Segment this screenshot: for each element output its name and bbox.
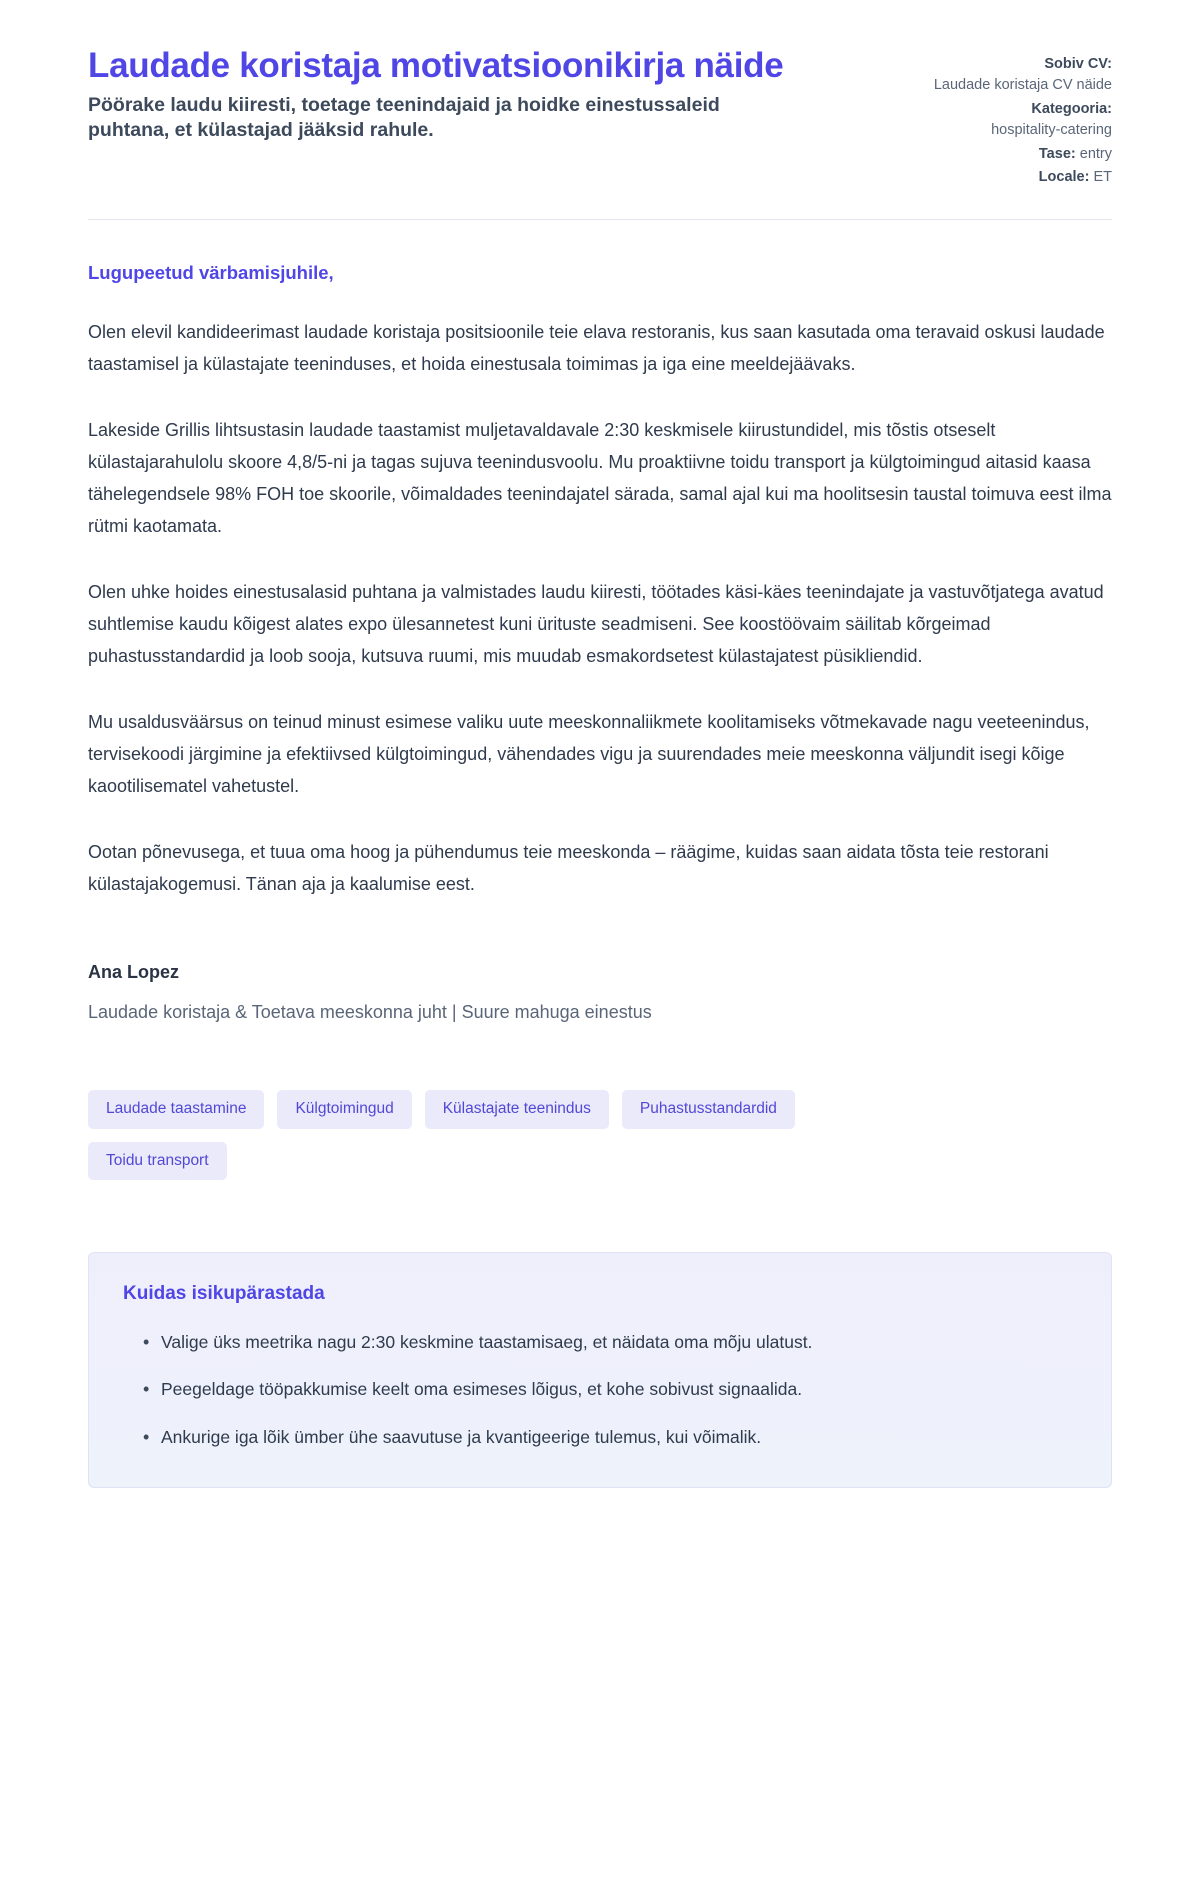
meta-key-level: Tase:: [1038, 145, 1076, 162]
callout-title: Kuidas isikupärastada: [123, 1283, 325, 1305]
skill-tag[interactable]: Laudade taastamine: [88, 1090, 264, 1129]
list-item: • Peegeldage tööpakkumise keelt oma esimeses lõigus, et kohe sobivust signaalida.: [145, 1374, 1077, 1405]
letter-paragraph-4: Mu usaldusväärsus on teinud minust esimese valiku uute meeskonnaliikmete koolitamiseks võtmekavade nagu veeteenindus, tervisekoodi järgimine ja efektiivsed külgtoimingud, vähendades vigu ja suurendades meie meeskonna väljundit isegi kõige kaootilisematel vahetustel.: [88, 712, 1090, 797]
page-subtitle: Pöörake laudu kiiresti, toetage teenindajaid ja hoidke einestussaleid puhtana, et külastajad jääksid rahule.: [88, 93, 720, 141]
meta-key-locale: Locale:: [1038, 169, 1090, 186]
meta-value-category: hospitality-catering: [991, 122, 1112, 139]
meta-row-level: [912, 144, 1112, 165]
meta-key-matching-cv: Sobiv CV:: [1044, 56, 1112, 72]
letter-paragraph-3: Olen uhke hoides einestusalasid puhtana ja valmistades laudu kiiresti, töötades käsi-käes teenindajate ja vastuvõtjatega avatud suhtlemise kaudu kõigest alates expo ülesannetest kuni ürituste seadmiseni. See koostöövaim säilitab kõrgeimad puhastusstandardid ja loob sooja, kutsuva ruumi, mis muudab esmakordsetest külastajatest püsikliendid.: [88, 581, 1104, 666]
meta-key-category: Kategooria:: [1031, 100, 1112, 117]
signature-role: Laudade koristaja & Toetava meeskonna juht | Suure mahuga einestus: [88, 1002, 652, 1023]
meta-row-matching-cv: [912, 54, 1112, 97]
meta-value-level: entry: [1079, 145, 1112, 162]
meta-row-locale: [912, 167, 1112, 188]
list-item: • Ankurige iga lõik ümber ühe saavutuse ja kvantigeerige tulemus, kui võimalik.: [145, 1422, 1077, 1453]
document-metadata: [912, 46, 1112, 191]
skill-tag[interactable]: Külgtoimingud: [277, 1090, 411, 1129]
salutation: Lugupeetud värbamisjuhile,: [88, 261, 334, 283]
document-header: [88, 46, 1112, 191]
letter-paragraph-5: Ootan põnevusega, et tuua oma hoog ja pühendumus teie meeskonda – räägime, kuidas saan aidata tõsta teie restorani külastajakogemusi. Tänan aja ja kaalumise eest.: [88, 842, 1049, 895]
letter-paragraph-2: Lakeside Grillis lihtsustasin laudade taastamist muljetavaldavale 2:30 keskmisele kiirustundidel, mis tõstis otseselt külastajarahulolu skoore 4,8/5-ni ja tagas sujuva teenindusvoolu. Mu proaktiivne toidu transport ja külgtoimingud aitasid kaasa tähelegendsele 98% FOH toe skoorile, võimaldades teenindajatel särada, samal ajal kui ma hoolitsesin taustal toimuva eest ilma rütmi kaotamata.: [88, 419, 1112, 536]
letter-paragraph-1: Olen elevil kandideerimast laudade koristaja positsioonile teie elava restoranis, kus saan kasutada oma teravaid oskusi laudade taastamisel ja külastajate teeninduses, et hoida einestusala toimimas ja iga eine meeldejäävaks.: [88, 321, 1105, 374]
cover-letter-body: [88, 220, 1112, 1026]
meta-value-locale: ET: [1093, 169, 1112, 186]
skill-tag[interactable]: Puhastusstandardid: [622, 1090, 795, 1129]
skill-tag-list: [88, 1090, 918, 1180]
signature-name: Ana Lopez: [88, 962, 180, 983]
personalization-callout: [88, 1252, 1112, 1487]
signature-block: [88, 962, 1112, 1026]
skill-tag[interactable]: Toidu transport: [88, 1142, 227, 1181]
header-title-block: [88, 46, 788, 143]
callout-list: [123, 1327, 1077, 1452]
skill-tag[interactable]: Külastajate teenindus: [425, 1090, 609, 1129]
meta-value-matching-cv: Laudade koristaja CV näide: [933, 77, 1112, 94]
list-item: • Valige üks meetrika nagu 2:30 keskmine taastamisaeg, et näidata oma mõju ulatust.: [145, 1327, 1077, 1358]
meta-row-category: [912, 99, 1112, 142]
page-title: Laudade koristaja motivatsioonikirja näide: [88, 46, 784, 85]
